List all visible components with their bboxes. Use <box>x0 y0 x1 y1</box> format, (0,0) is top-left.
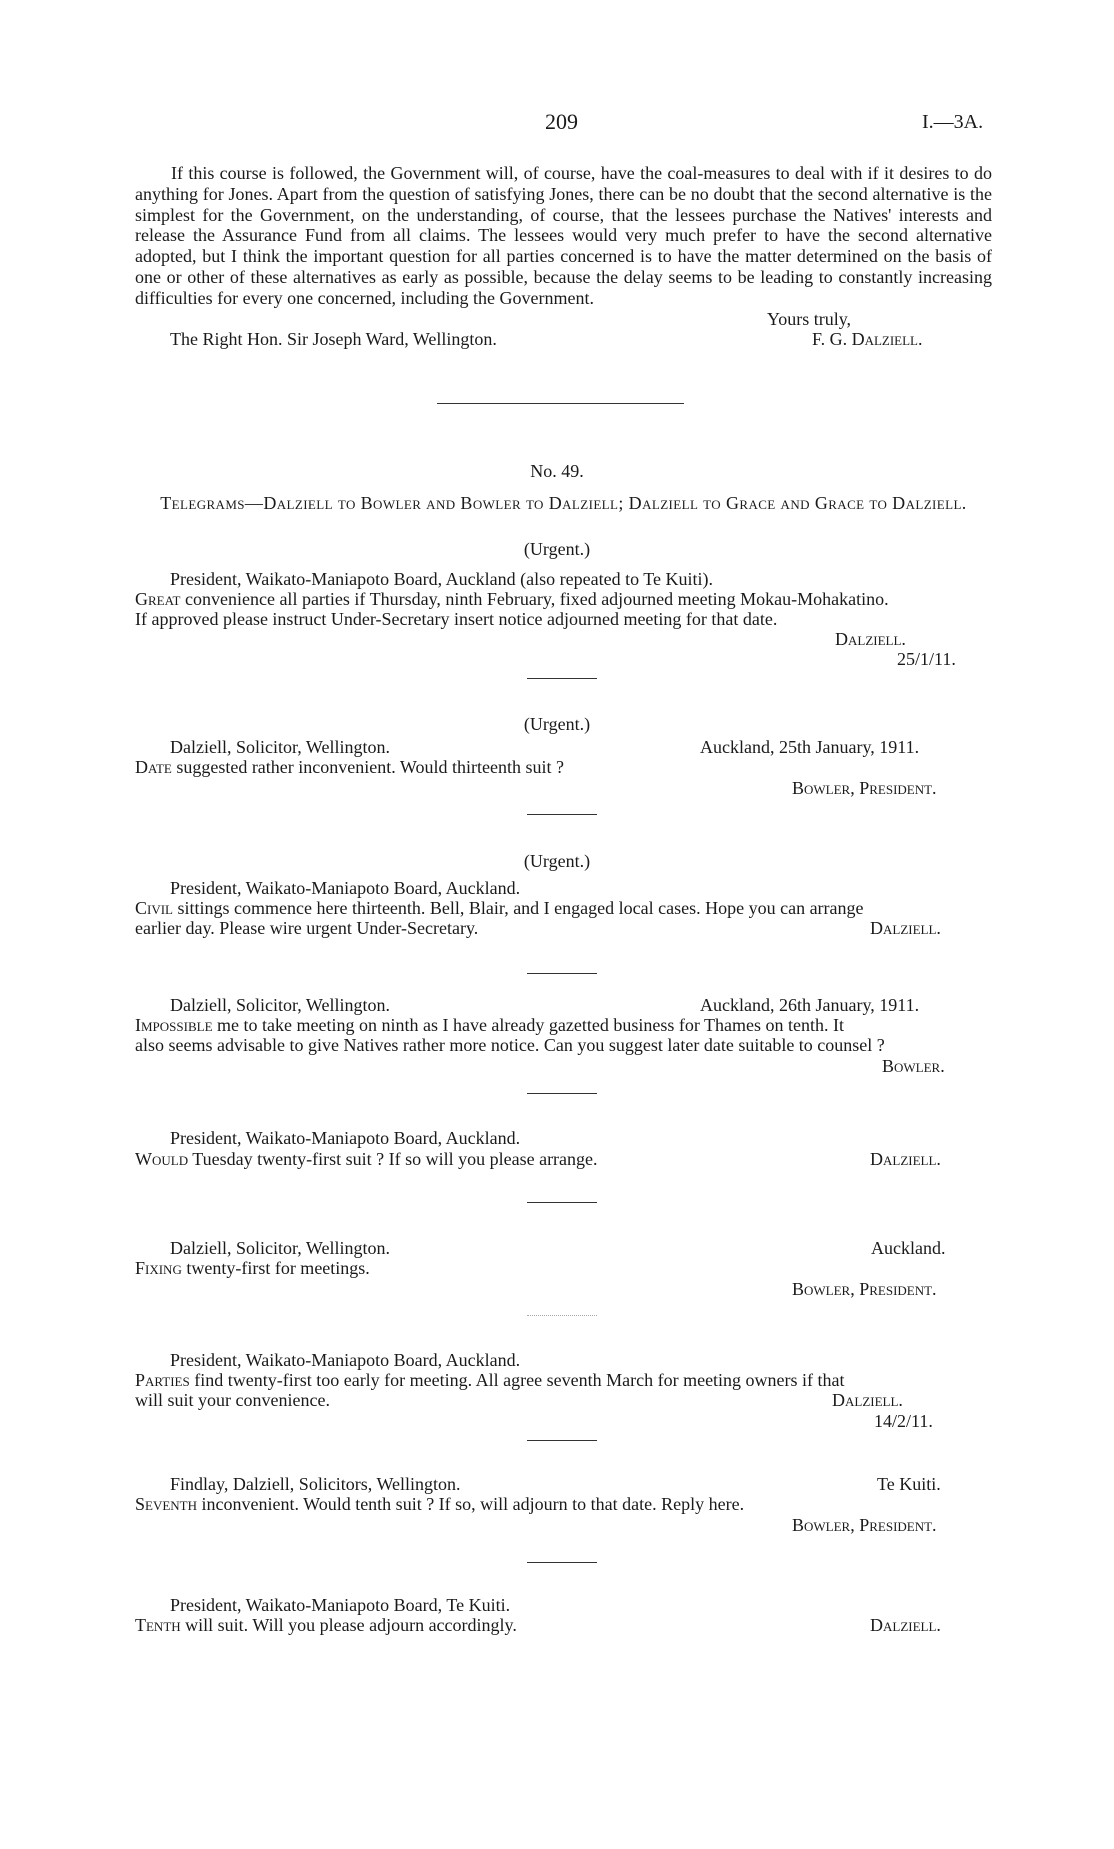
telegram-recipient: Dalziell, Solicitor, Wellington. <box>170 1238 390 1258</box>
section-divider <box>437 403 684 404</box>
telegram-body-continued: If approved please instruct Under-Secretary insert notice adjourned meeting for that date. <box>135 609 778 629</box>
telegram-divider <box>527 814 597 815</box>
telegram-place: Te Kuiti. <box>877 1474 941 1494</box>
telegram-divider <box>527 678 597 679</box>
telegram-divider <box>527 1202 597 1203</box>
telegram-body <box>135 1015 844 1035</box>
telegram-body-text: twenty-first for meetings. <box>181 1258 370 1278</box>
telegram-sender: Dalziell. <box>870 918 941 938</box>
telegram-divider <box>527 973 597 974</box>
telegram-recipient: President, Waikato-Maniapoto Board, Auckland. <box>170 878 521 898</box>
telegram-place-date: Auckland, 25th January, 1911. <box>700 737 920 757</box>
letter-addressee: The Right Hon. Sir Joseph Ward, Wellington. <box>170 329 497 349</box>
telegram-recipient: President, Waikato-Maniapoto Board, Auckland. <box>170 1350 521 1370</box>
telegram-lead-word: Parties <box>135 1370 190 1390</box>
telegram-recipient: Dalziell, Solicitor, Wellington. <box>170 737 390 757</box>
telegram-divider <box>527 1562 597 1563</box>
telegram-sender: Bowler, President. <box>792 1279 937 1299</box>
telegram-recipient: Findlay, Dalziell, Solicitors, Wellington. <box>170 1474 461 1494</box>
telegram-sender: Bowler, President. <box>792 1515 937 1535</box>
telegram-body <box>135 1494 744 1514</box>
telegram-body <box>135 1258 370 1278</box>
urgent-marker: (Urgent.) <box>523 714 591 734</box>
telegram-body-text: me to take meeting on ninth as I have already gazetted business for Thames on tenth. It <box>212 1015 844 1035</box>
telegram-body <box>135 589 889 609</box>
telegram-body-continued: earlier day. Please wire urgent Under-Secretary. <box>135 918 479 938</box>
telegram-sender: Dalziell. <box>835 629 906 649</box>
telegram-body-text: find twenty-first too early for meeting. All agree seventh March for meeting owners if that <box>189 1370 845 1390</box>
telegram-body <box>135 1615 517 1635</box>
telegram-sender: Bowler. <box>882 1056 945 1076</box>
urgent-marker: (Urgent.) <box>523 539 591 559</box>
telegram-sender: Dalziell. <box>870 1149 941 1169</box>
telegram-body-text: sittings commence here thirteenth. Bell, Blair, and I engaged local cases. Hope you can arrange <box>173 898 864 918</box>
telegram-recipient: Dalziell, Solicitor, Wellington. <box>170 995 390 1015</box>
telegram-lead-word: Impossible <box>135 1015 213 1035</box>
telegram-sender: Bowler, President. <box>792 778 937 798</box>
telegram-lead-word: Great <box>135 589 181 609</box>
telegram-recipient: President, Waikato-Maniapoto Board, Auckland (also repeated to Te Kuiti). <box>170 569 713 589</box>
telegram-body <box>135 898 864 918</box>
telegram-divider <box>527 1440 597 1441</box>
telegram-body-text: inconvenient. Would tenth suit ? If so, will adjourn to that date. Reply here. <box>197 1494 745 1514</box>
telegram-body-continued: will suit your convenience. <box>135 1390 330 1410</box>
telegram-body <box>135 1370 845 1390</box>
document-reference: I.—3A. <box>922 111 984 133</box>
telegram-body-text: will suit. Will you please adjourn accordingly. <box>180 1615 517 1635</box>
telegram-body <box>135 757 564 777</box>
section-number: No. 49. <box>530 461 584 481</box>
telegram-body-continued: also seems advisable to give Natives rather more notice. Can you suggest later date suitable to counsel ? <box>135 1035 885 1055</box>
telegram-recipient: President, Waikato-Maniapoto Board, Te Kuiti. <box>170 1595 511 1615</box>
telegram-recipient: President, Waikato-Maniapoto Board, Auckland. <box>170 1128 521 1148</box>
telegram-divider <box>527 1315 597 1316</box>
telegram-lead-word: Fixing <box>135 1258 182 1278</box>
telegram-body-text: Tuesday twenty-first suit ? If so will you please arrange. <box>188 1149 598 1169</box>
letter-signature: F. G. Dalziell. <box>812 329 923 349</box>
telegram-place: Auckland. <box>871 1238 946 1258</box>
letter-closing: Yours truly, <box>767 309 852 329</box>
telegram-date: 25/1/11. <box>897 649 956 669</box>
urgent-marker: (Urgent.) <box>523 851 591 871</box>
telegram-lead-word: Tenth <box>135 1615 181 1635</box>
telegram-lead-word: Civil <box>135 898 173 918</box>
telegram-sender: Dalziell. <box>870 1615 941 1635</box>
telegram-lead-word: Date <box>135 757 172 777</box>
telegram-sender: Dalziell. <box>832 1390 903 1410</box>
telegram-body-text: suggested rather inconvenient. Would thirteenth suit ? <box>171 757 564 777</box>
telegram-place-date: Auckland, 26th January, 1911. <box>700 995 920 1015</box>
telegram-lead-word: Would <box>135 1149 189 1169</box>
telegram-body-text: convenience all parties if Thursday, ninth February, fixed adjourned meeting Mokau-Mohakatino. <box>180 589 889 609</box>
page-number: 209 <box>545 109 578 134</box>
telegram-lead-word: Seventh <box>135 1494 197 1514</box>
telegram-date: 14/2/11. <box>874 1411 933 1431</box>
letter-paragraph: If this course is followed, the Government will, of course, have the coal-measures to deal with if it desires to do anything for Jones. Apart from the question of satisfying Jones, there can be no doubt that the second alternative is the simplest for the Government, on the understanding, of course, that the lessees purchase the Natives' interests and release the Assurance Fund from all claims. The lessees would very much prefer to have the second alternative adopted, but I think the important question for all parties concerned is to have the matter determined on the basis of one or other of these alternatives as early as possible, because the delay seems to be leading to constantly increasing difficulties for every one concerned, including the Government. <box>135 163 992 308</box>
telegram-body <box>135 1149 598 1169</box>
section-heading: Telegrams—Dalziell to Bowler and Bowler to Dalziell; Dalziell to Grace and Grace to Dalziell. <box>160 493 967 513</box>
telegram-divider <box>527 1093 597 1094</box>
